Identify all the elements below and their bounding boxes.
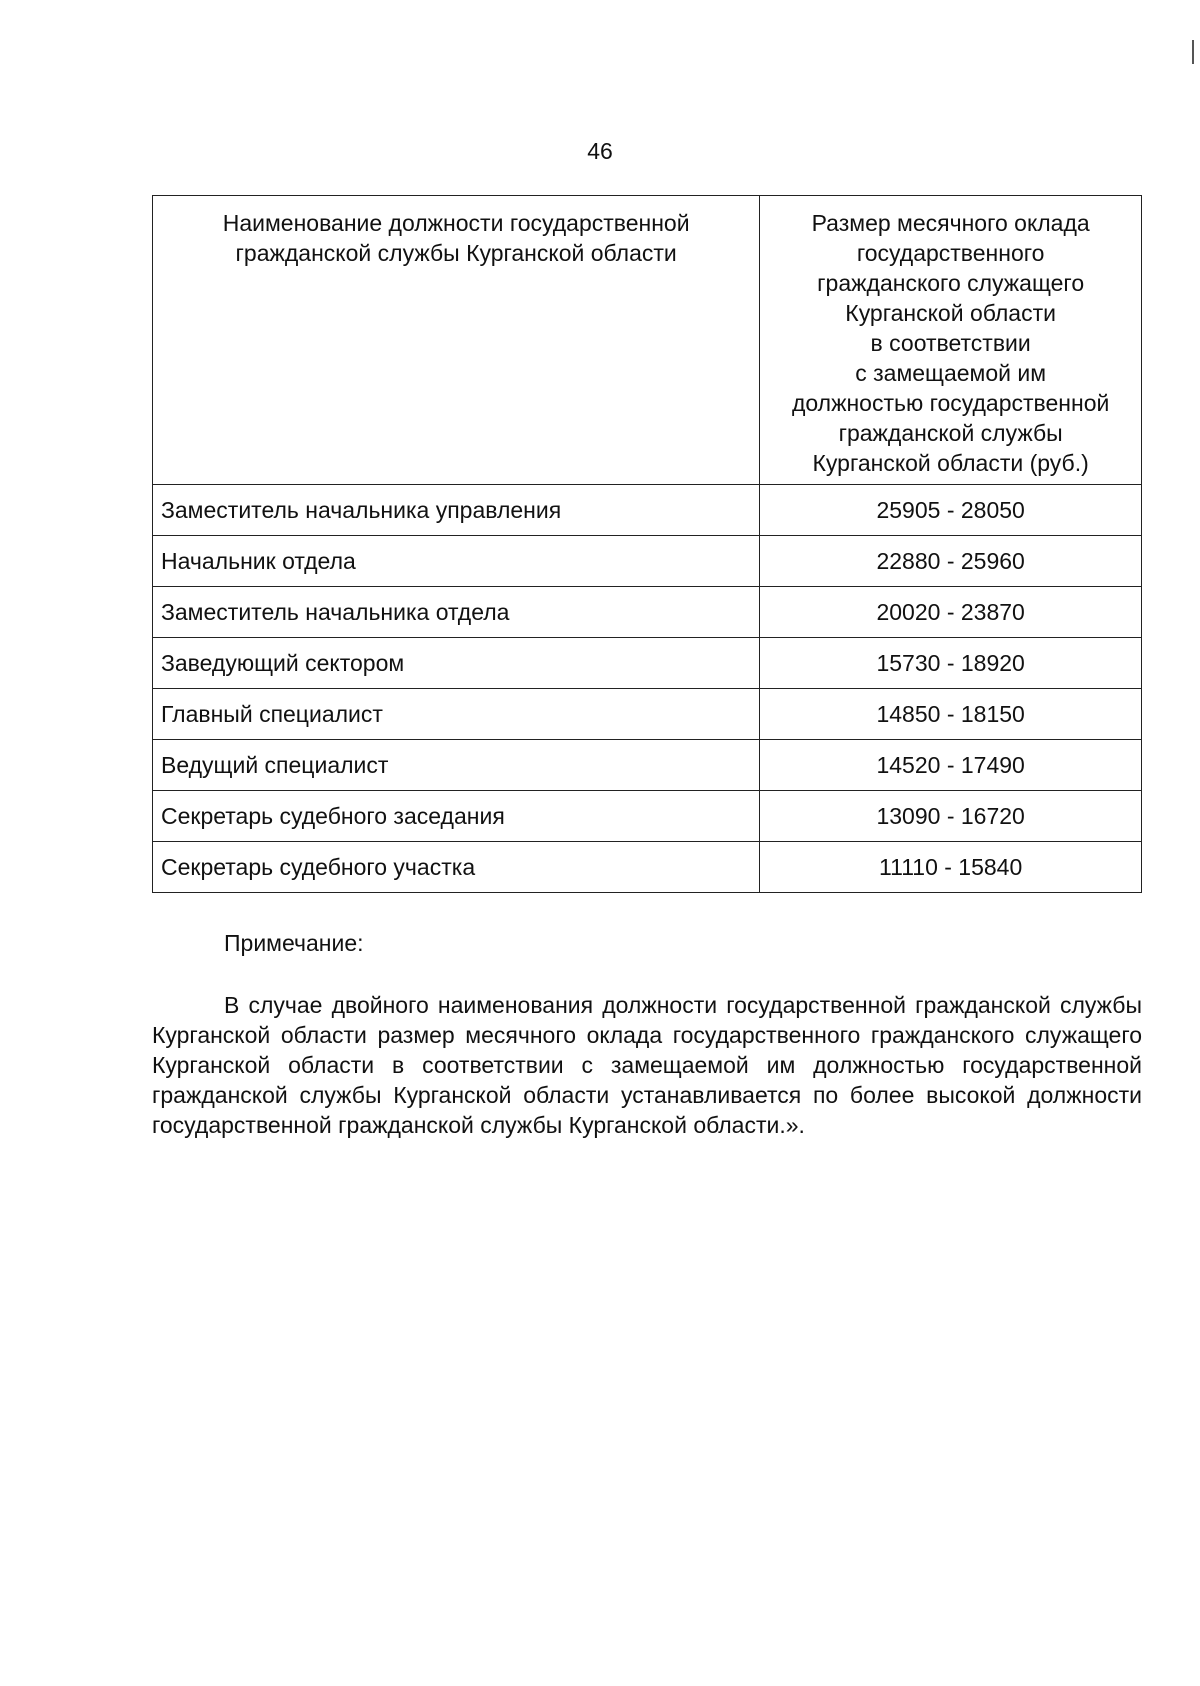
header-position-cell [153,196,760,485]
position-cell: Секретарь судебного участка [153,842,760,893]
salary-cell: 13090 - 16720 [760,791,1142,842]
note-text: В случае двойного наименования должности государственной гражданской службы Курганской области размер месячного оклада государственного гражданского служащего Курганской области в соответствии с замещаемой им должностью государственной гражданской службы Курганской области устанавливается по более высокой должности государственной гражданской службы Курганской области.». [152,992,1142,1138]
salary-cell: 11110 - 15840 [760,842,1142,893]
table-row [153,536,1142,587]
table-row [153,689,1142,740]
salary-cell: 20020 - 23870 [760,587,1142,638]
scan-edge-mark [1192,40,1194,64]
position-cell: Начальник отдела [153,536,760,587]
table-row [153,587,1142,638]
position-cell: Секретарь судебного заседания [153,791,760,842]
position-cell: Главный специалист [153,689,760,740]
table-row [153,791,1142,842]
table-row [153,842,1142,893]
header-salary-cell [760,196,1142,485]
salary-table [152,195,1142,893]
table-row [153,740,1142,791]
salary-cell: 14850 - 18150 [760,689,1142,740]
position-cell: Заместитель начальника отдела [153,587,760,638]
salary-cell: 15730 - 18920 [760,638,1142,689]
salary-cell: 25905 - 28050 [760,485,1142,536]
position-cell: Заместитель начальника управления [153,485,760,536]
page-number: 46 [587,138,613,164]
table-header-row [153,196,1142,485]
position-cell: Ведущий специалист [153,740,760,791]
table-row [153,638,1142,689]
header-position-label: Наименование должности государственной гражданской службы Курганской области [222,210,690,266]
salary-cell: 22880 - 25960 [760,536,1142,587]
salary-cell: 14520 - 17490 [760,740,1142,791]
note-label: Примечание: [224,930,364,956]
position-cell: Заведующий сектором [153,638,760,689]
header-salary-label: Размер месячного оклада государственного гражданского служащего Курганской области в соответствии с замещаемой им должностью государственной гражданской службы Курганской области (руб.) [791,210,1110,476]
table-row [153,485,1142,536]
